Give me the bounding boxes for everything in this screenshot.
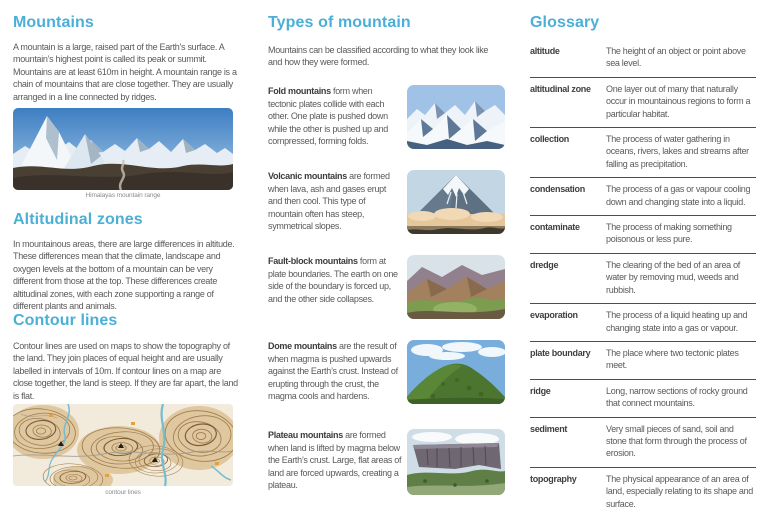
types-of-mountain-heading: Types of mountain [268,14,411,31]
glossary-row-condensation [530,178,756,216]
glossary-row-altitudinal-zone [530,78,756,128]
glossary-definition: The height of an object or point above sea level. [606,46,746,69]
contour-lines-paragraph: Contour lines are used on maps to show the topography of the land. They join places of equal height and are usually labelled in intervals of 10m. If contour lines on a map are close together, the land is steep. If they are far apart, the land is flat. [13,341,238,401]
glossary-term: altitude [530,46,560,56]
volcanic-mountains-text: Volcanic mountains are formed when lava, ash and gases erupt and then cool. This type of mountain often has steep, symmetrical slopes. [268,171,390,232]
fault-block-valley-photo [407,255,505,319]
fold-mountains-text: Fold mountains form when tectonic plates collide with each other. One plate is pushed down while the other is pushed up and compressed, forming folds. [268,86,388,147]
mountains-paragraph: A mountain is a large, raised part of the Earth’s surface. A mountain’s highest point is called its peak or summit. Mountains are at least 610m in height. A mountain range is a chain of mountains that are close together. They are usually arranged in a line connected by ridges. [13,42,237,102]
glossary-row-ridge [530,380,756,418]
glossary-definition: The clearing of the bed of an area of water by removing mud, weeds and rubbish. [606,259,740,295]
glossary-row-evaporation [530,304,756,342]
glossary-definition: Long, narrow sections of rocky ground that connect mountains. [606,385,748,409]
glossary-row-altitude [530,40,756,78]
altitudinal-zones-heading: Altitudinal zones [13,211,143,228]
type-entry-fold [268,85,505,148]
type-entry-dome [268,340,505,403]
glossary-definition: The place where two tectonic plates meet. [606,347,739,371]
glossary-term: condensation [530,184,585,195]
glossary-heading: Glossary [530,14,600,31]
type-entry-plateau [268,429,505,492]
glossary-row-dredge [530,254,756,304]
glossary-row-collection [530,128,756,178]
type-entry-fault-block [268,255,505,305]
volcanic-mountains-term: Volcanic mountains [268,171,347,181]
glossary-term: plate boundary [530,347,591,358]
glossary-term: evaporation [530,310,578,321]
mountains-heading: Mountains [13,14,94,31]
plateau-mountains-term: Plateau mountains [268,430,343,440]
type-entry-volcanic [268,170,505,233]
glossary-definition: Very small pieces of sand, soil and stone that form through the process of erosion. [606,423,747,459]
snowy-fold-mountains-photo [407,85,505,149]
fold-mountains-term: Fold mountains [268,86,331,96]
types-column [268,0,505,514]
glossary-column [530,0,756,514]
glossary-row-sediment [530,418,756,468]
left-column [13,0,250,514]
glossary-row-topography [530,468,756,517]
glossary-definition: The process of a liquid heating up and changing state into a gas or vapour. [606,310,748,333]
types-intro-paragraph: Mountains can be classified according to what they look like and how they were formed. [268,45,489,68]
glossary-term: collection [530,134,570,145]
glossary-definition: The process of making something poisonous or less pure. [606,222,732,245]
glossary-term: contaminate [530,222,580,233]
contour-map-image [13,404,233,486]
fault-block-mountains-text: Fault-block mountains form at plate boundaries. The earth on one side of the boundary is forced up, and the other side collapses. [268,256,398,304]
glossary-definition: The process of water gathering in oceans, rivers, lakes and streams after falling as precipitation. [606,134,749,169]
green-dome-mountain-photo [407,340,505,404]
glossary-definition: The process of a gas or vapour cooling down and changing state into a liquid. [606,184,751,207]
dome-mountains-term: Dome mountains [268,341,337,351]
volcano-photo [407,170,505,234]
glossary-term: dredge [530,259,559,270]
glossary-term: sediment [530,423,568,434]
glossary-row-contaminate [530,216,756,254]
plateau-mountain-photo [407,429,505,495]
glossary-definition: One layer out of many that naturally occur in mountainous regions to form a particular habitat. [606,83,751,119]
glossary-term: ridge [530,385,551,396]
himalayas-caption: Himalayas mountain range [85,192,161,199]
himalayas-photo [13,108,233,190]
contour-lines-heading: Contour lines [13,312,118,329]
glossary-term: topography [530,473,577,484]
plateau-mountains-text: Plateau mountains are formed when land is lifted by magma below the Earth’s crust. Large, flat areas of land are forced upwards, creating a plateau. [268,430,402,491]
glossary-definition: The physical appearance of an area of land, especially relating to its shape and surface. [606,473,754,509]
fault-block-mountains-term: Fault-block mountains [268,256,358,266]
altitudinal-zones-paragraph: In mountainous areas, there are large differences in altitude. These differences mean that the climate, landscape and oxygen levels at the bottom of a mountain can be very different from those at the top. These differences create altitudinal zones, with each zone supporting a range of different plants and animals. [13,239,235,312]
glossary-list [530,40,756,517]
contour-map-caption: contour lines [105,489,141,496]
glossary-term: altitudinal zone [530,83,591,94]
dome-mountains-text: Dome mountains are the result of when magma is pushed upwards against the Earth’s crust. Instead of erupting through the crust, the magma cools and hardens. [268,341,398,402]
glossary-row-plate-boundary [530,342,756,380]
